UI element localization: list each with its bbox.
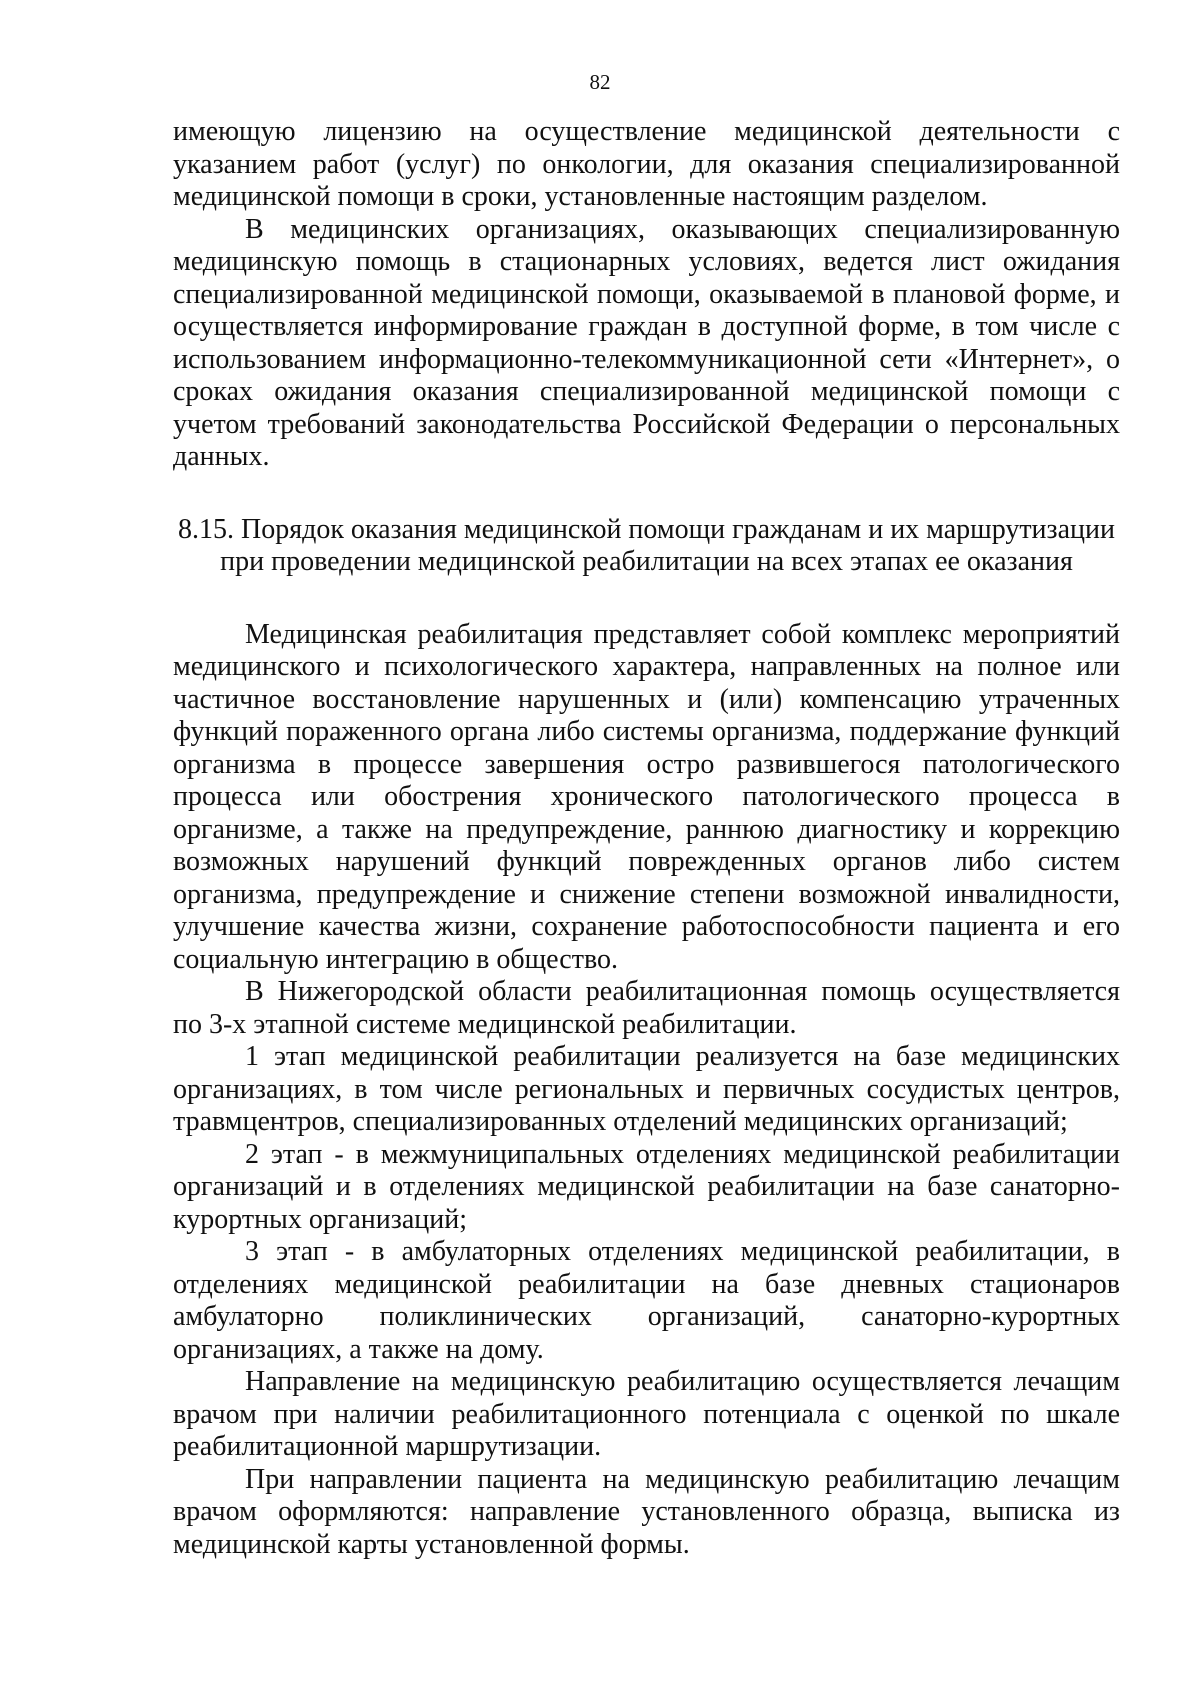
document-body: [173, 116, 1120, 1561]
paragraph-rehab-definition: Медицинская реабилитация представляет собой комплекс мероприятий медицинского и психологического характера, направленных на полное или частичное восстановление нарушенных и (или) компенсацию утраченных функций пораженного органа либо системы организма, поддержание функций организма в процессе завершения остро развившегося патологического процесса или обострения хронического патологического процесса в организме, а также на предупреждение, раннюю диагностику и коррекцию возможных нарушений функций поврежденных органов либо систем организма, предупреждение и снижение степени возможной инвалидности, улучшение качества жизни, сохранение работоспособности пациента и его социальную интеграцию в общество.: [173, 618, 1120, 975]
section-heading: 8.15. Порядок оказания медицинской помощи гражданам и их маршрутизации при проведении медицинской реабилитации на всех этапах ее оказания: [177, 513, 1115, 577]
paragraph-rehab-system: В Нижегородской области реабилитационная помощь осуществляется по 3-х этапной системе медицинской реабилитации.: [173, 976, 1120, 1040]
paragraph-stage-3: 3 этап - в амбулаторных отделениях медицинской реабилитации, в отделениях медицинской реабилитации на базе дневных стационаров амбулаторно поликлинических организаций, санаторно-курортных организациях, а также на дому.: [173, 1236, 1120, 1365]
paragraph-referral-documents: При направлении пациента на медицинскую реабилитацию лечащим врачом оформляются: направление установленного образца, выписка из медицинской карты установленной формы.: [173, 1463, 1120, 1560]
page-number: 82: [589, 70, 611, 94]
paragraph-stage-2: 2 этап - в межмуниципальных отделениях медицинской реабилитации организаций и в отделениях медицинской реабилитации на базе санаторно-курортных организаций;: [173, 1138, 1120, 1235]
paragraph-waiting-list: В медицинских организациях, оказывающих специализированную медицинскую помощь в стационарных условиях, ведется лист ожидания специализированной медицинской помощи, оказываемой в плановой форме, и осуществляется информирование граждан в доступной форме, в том числе с использованием информационно-телекоммуникационной сети «Интернет», о сроках ожидания оказания специализированной медицинской помощи с учетом требований законодательства Российской Федерации о персональных данных.: [173, 213, 1120, 472]
paragraph-stage-1: 1 этап медицинской реабилитации реализуется на базе медицинских организациях, в том числе региональных и первичных сосудистых центров, травмцентров, специализированных отделений медицинских организаций;: [173, 1041, 1120, 1137]
paragraph-referral: Направление на медицинскую реабилитацию осуществляется лечащим врачом при наличии реабилитационного потенциала с оценкой по шкале реабилитационной маршрутизации.: [173, 1366, 1120, 1462]
paragraph-license-continuation: имеющую лицензию на осуществление медицинской деятельности с указанием работ (услуг) по онкологии, для оказания специализированной медицинской помощи в сроки, установленные настоящим разделом.: [173, 116, 1120, 212]
